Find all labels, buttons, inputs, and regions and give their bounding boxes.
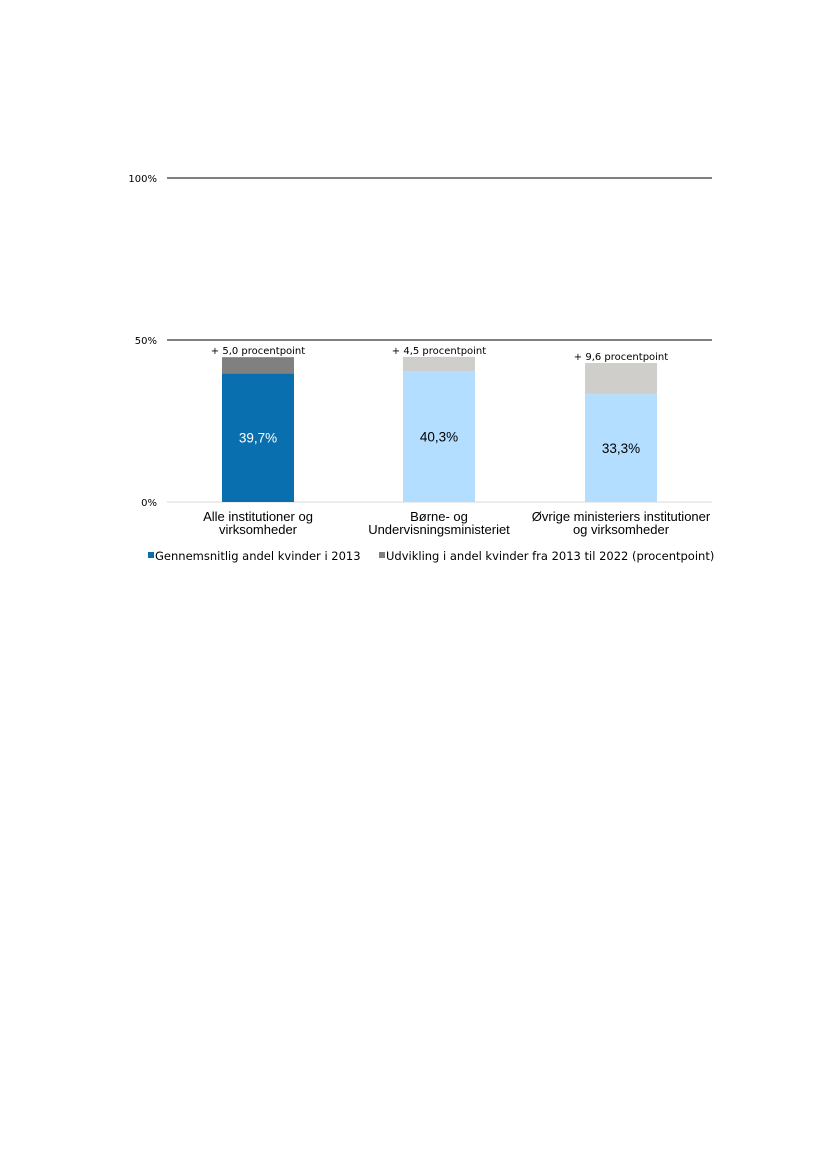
legend-label: Udvikling i andel kvinder fra 2013 til 2022 (procentpoint) <box>386 549 715 563</box>
increase-label: + 4,5 procentpoint <box>391 345 487 357</box>
category-label: Børne- og <box>410 509 468 524</box>
category-label: virksomheder <box>218 522 298 537</box>
category-labels <box>203 509 711 537</box>
bar-increase <box>585 363 657 394</box>
category-label: Undervisningsministeriet <box>368 522 510 537</box>
category-label: og virksomheder <box>572 522 670 537</box>
y-tick-label: 0% <box>141 498 157 509</box>
legend-label: Gennemsnitlig andel kvinder i 2013 <box>155 549 361 563</box>
increase-label: + 5,0 procentpoint <box>210 346 306 358</box>
bar-increase <box>222 357 294 373</box>
legend-swatch <box>379 552 385 558</box>
value-label: 33,3% <box>601 441 641 457</box>
legend <box>148 549 714 563</box>
bar-increase <box>403 357 475 372</box>
legend-swatch <box>148 552 154 558</box>
y-tick-label: 50% <box>134 336 157 347</box>
y-axis-ticks <box>128 174 157 509</box>
value-label: 40,3% <box>419 429 459 445</box>
y-tick-label: 100% <box>128 174 157 185</box>
category-label: Øvrige ministeriers institutioner <box>531 509 711 524</box>
increase-label: + 9,6 procentpoint <box>573 352 669 364</box>
value-label: 39,7% <box>238 430 278 446</box>
category-label: Alle institutioner og <box>203 509 313 524</box>
